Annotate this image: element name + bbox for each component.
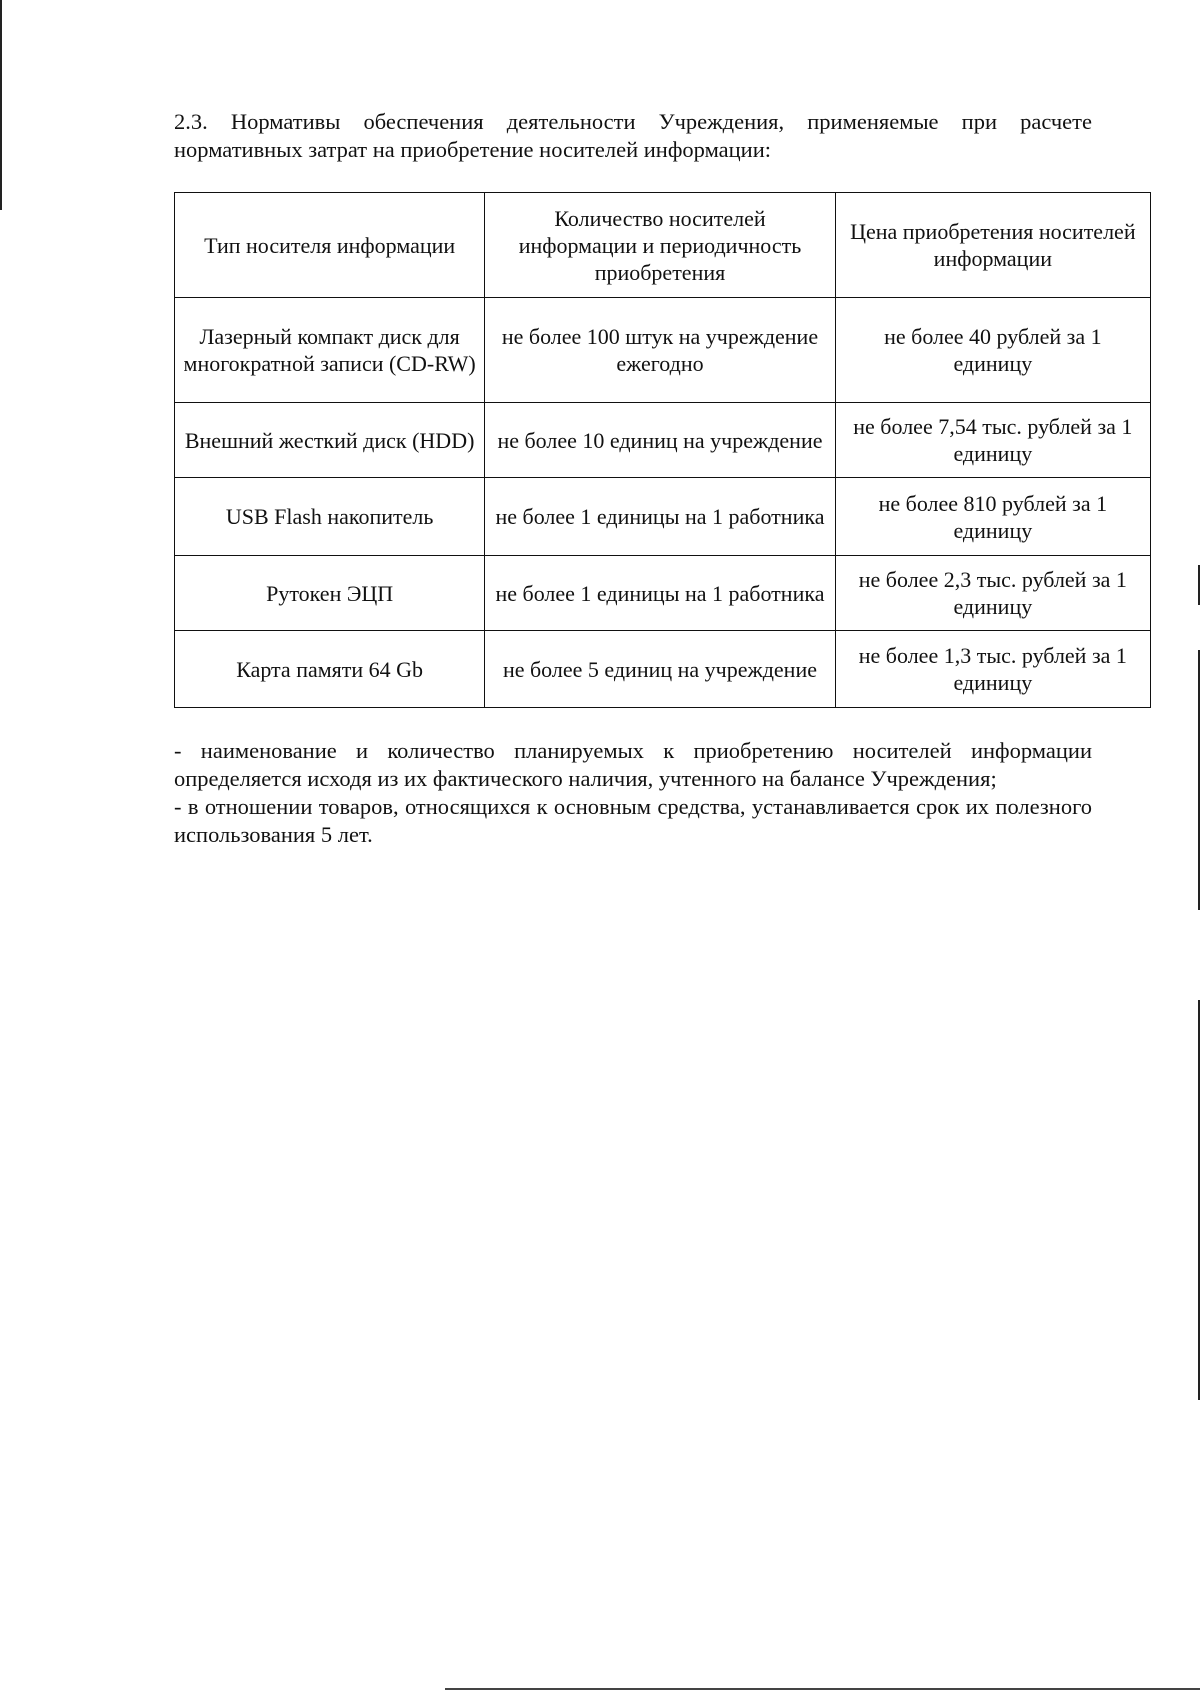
- notes-block: [174, 737, 1092, 849]
- note-paragraph: - наименование и количество планируемых к приобретению носителей информации определяется исходя из их фактического наличия, учтенного на балансе Учреждения;: [174, 738, 1092, 791]
- cell-media-type: Внешний жесткий диск (HDD): [175, 403, 485, 478]
- cell-quantity: не более 1 единицы на 1 работника: [485, 478, 835, 556]
- table-row: [175, 631, 1151, 708]
- table-row: [175, 403, 1151, 478]
- cell-price: не более 2,3 тыс. рублей за 1 единицу: [835, 556, 1150, 631]
- cell-price: не более 810 рублей за 1 единицу: [835, 478, 1150, 556]
- cell-quantity: не более 5 единиц на учреждение: [485, 631, 835, 708]
- cell-media-type: Карта памяти 64 Gb: [175, 631, 485, 708]
- column-header-price: Цена приобретения носителей информации: [835, 193, 1150, 298]
- column-header-media-type: Тип носителя информации: [175, 193, 485, 298]
- cell-quantity: не более 100 штук на учреждение ежегодно: [485, 298, 835, 403]
- cell-price: не более 40 рублей за 1 единицу: [835, 298, 1150, 403]
- table-header-row: [175, 193, 1151, 298]
- cell-quantity: не более 10 единиц на учреждение: [485, 403, 835, 478]
- cell-media-type: Рутокен ЭЦП: [175, 556, 485, 631]
- cell-price: не более 7,54 тыс. рублей за 1 единицу: [835, 403, 1150, 478]
- column-header-quantity: Количество носителей информации и периодичность приобретения: [485, 193, 835, 298]
- cell-media-type: USB Flash накопитель: [175, 478, 485, 556]
- section-intro-paragraph: 2.3. Нормативы обеспечения деятельности Учреждения, применяемые при расчете нормативных затрат на приобретение носителей информации:: [174, 109, 1092, 162]
- cell-media-type: Лазерный компакт диск для многократной записи (CD-RW): [175, 298, 485, 403]
- table-row: [175, 478, 1151, 556]
- table-row: [175, 298, 1151, 403]
- cell-price: не более 1,3 тыс. рублей за 1 единицу: [835, 631, 1150, 708]
- cell-quantity: не более 1 единицы на 1 работника: [485, 556, 835, 631]
- table-row: [175, 556, 1151, 631]
- note-paragraph: - в отношении товаров, относящихся к основным средства, устанавливается срок их полезного использования 5 лет.: [174, 794, 1092, 847]
- media-norms-table: [174, 192, 1151, 708]
- scan-edge-mark: [0, 0, 2, 210]
